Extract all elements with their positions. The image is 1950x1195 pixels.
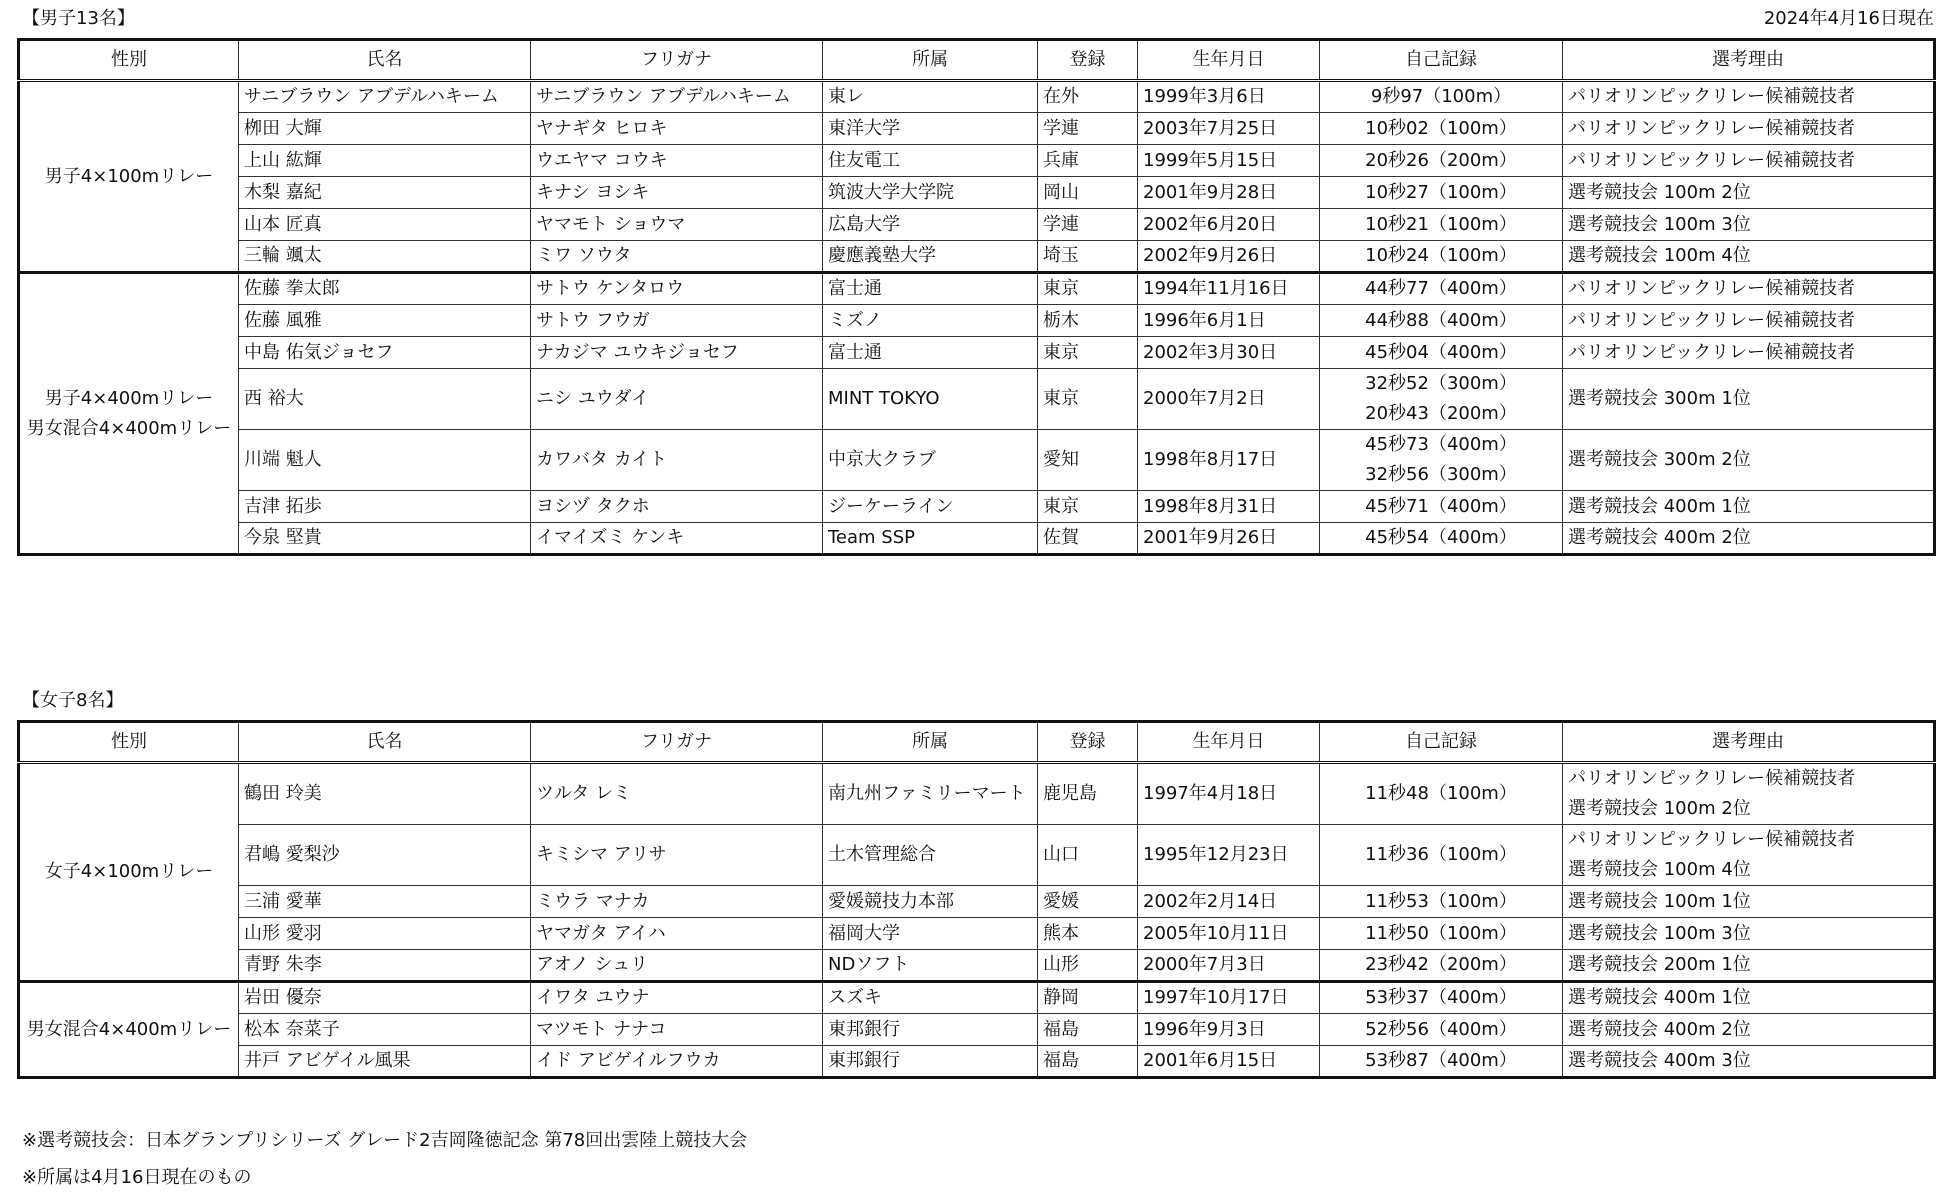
- table-row: [19, 305, 1935, 337]
- table-row: [19, 430, 1935, 491]
- athlete-name: 上山 紘輝: [239, 145, 531, 177]
- personal-record: 10秒27（100m）: [1365, 181, 1517, 203]
- table-row: [19, 1014, 1935, 1046]
- men-section-label: 【男子13名】: [22, 8, 135, 29]
- athlete-birthdate: 1996年6月1日: [1138, 305, 1320, 337]
- athlete-registration: 東京: [1038, 273, 1138, 305]
- table-row: [19, 950, 1935, 982]
- athlete-birthdate: 2001年6月15日: [1138, 1046, 1320, 1078]
- table-row: [19, 918, 1935, 950]
- athlete-affiliation: 富士通: [823, 337, 1038, 369]
- athlete-name: 中島 佑気ジョセフ: [239, 337, 531, 369]
- athlete-furigana: マツモト ナナコ: [531, 1014, 823, 1046]
- athlete-name: 三浦 愛華: [239, 886, 531, 918]
- table-row: [19, 763, 1935, 825]
- athlete-furigana: アオノ シュリ: [531, 950, 823, 982]
- table-row: [19, 825, 1935, 886]
- selection-reason: 選考競技会 400m 1位: [1568, 987, 1751, 1008]
- athlete-registration: 愛媛: [1038, 886, 1138, 918]
- table-row: [19, 337, 1935, 369]
- athlete-furigana: カワバタ カイト: [531, 430, 823, 491]
- selection-reason: パリオリンピックリレー候補競技者: [1568, 309, 1856, 331]
- athlete-birthdate: 2002年3月30日: [1138, 337, 1320, 369]
- men-table-body: [19, 81, 1935, 555]
- personal-record-cell: [1320, 886, 1563, 918]
- selection-reason-cell: [1563, 113, 1935, 145]
- table-row: [19, 369, 1935, 430]
- relay-category-cell: [19, 982, 239, 1078]
- as-of-date: 2024年4月16日現在: [1763, 8, 1934, 29]
- personal-record: 11秒48（100m）: [1365, 783, 1517, 804]
- athlete-name: 山形 愛羽: [239, 918, 531, 950]
- athlete-furigana: ニシ ユウダイ: [531, 369, 823, 430]
- personal-record-cell: [1320, 950, 1563, 982]
- selection-reason: パリオリンピックリレー候補競技者: [1568, 341, 1856, 363]
- selection-reason: 選考競技会 100m 4位: [1568, 859, 1751, 880]
- col-header-gender: 性別: [19, 722, 239, 763]
- women-section-label: 【女子8名】: [22, 690, 124, 711]
- selection-reason: 選考競技会 400m 3位: [1568, 1050, 1751, 1071]
- selection-reason-cell: [1563, 430, 1935, 491]
- relay-category: 女子4×100mリレー: [44, 861, 214, 882]
- personal-record: 45秒54（400m）: [1365, 527, 1517, 548]
- athlete-furigana: ヤマガタ アイハ: [531, 918, 823, 950]
- athlete-registration: 山口: [1038, 825, 1138, 886]
- selection-reason: 選考競技会 200m 1位: [1568, 954, 1751, 975]
- athlete-affiliation: Team SSP: [823, 523, 1038, 555]
- personal-record: 11秒50（100m）: [1365, 922, 1517, 944]
- athlete-name: 松本 奈菜子: [239, 1014, 531, 1046]
- athlete-affiliation: ミズノ: [823, 305, 1038, 337]
- relay-category: 男子4×400mリレー: [44, 387, 214, 409]
- selection-reason-cell: [1563, 241, 1935, 273]
- athlete-affiliation: 土木管理総合: [823, 825, 1038, 886]
- personal-record: 20秒26（200m）: [1365, 149, 1517, 171]
- selection-reason: パリオリンピックリレー候補競技者: [1568, 149, 1856, 171]
- personal-record-cell: [1320, 369, 1563, 430]
- athlete-registration: 福島: [1038, 1014, 1138, 1046]
- table-row: [19, 982, 1935, 1014]
- athlete-registration: 佐賀: [1038, 523, 1138, 555]
- athlete-name: 木梨 嘉紀: [239, 177, 531, 209]
- personal-record-cell: [1320, 113, 1563, 145]
- selection-reason-cell: [1563, 825, 1935, 886]
- athlete-birthdate: 2001年9月26日: [1138, 523, 1320, 555]
- athlete-affiliation: 慶應義塾大学: [823, 241, 1038, 273]
- athlete-name: 鶴田 玲美: [239, 763, 531, 825]
- selection-reason: 選考競技会 100m 2位: [1568, 798, 1751, 819]
- athlete-registration: 鹿児島: [1038, 763, 1138, 825]
- personal-record-cell: [1320, 1014, 1563, 1046]
- personal-record: 45秒71（400m）: [1365, 495, 1517, 517]
- table-row: [19, 491, 1935, 523]
- col-header-gender: 性別: [19, 40, 239, 81]
- personal-record-cell: [1320, 430, 1563, 491]
- personal-record: 45秒04（400m）: [1365, 341, 1517, 363]
- selection-reason: パリオリンピックリレー候補競技者: [1568, 829, 1856, 850]
- athlete-affiliation: 愛媛競技力本部: [823, 886, 1038, 918]
- athlete-registration: 岡山: [1038, 177, 1138, 209]
- athlete-affiliation: MINT TOKYO: [823, 369, 1038, 430]
- athlete-furigana: ウエヤマ コウキ: [531, 145, 823, 177]
- athlete-birthdate: 1999年5月15日: [1138, 145, 1320, 177]
- athlete-birthdate: 1994年11月16日: [1138, 273, 1320, 305]
- selection-reason: 選考競技会 100m 4位: [1568, 245, 1751, 266]
- col-header-personal-record: 自己記録: [1320, 40, 1563, 81]
- athlete-furigana: ヨシヅ タクホ: [531, 491, 823, 523]
- personal-record-cell: [1320, 825, 1563, 886]
- athlete-furigana: サトウ フウガ: [531, 305, 823, 337]
- selection-reason-cell: [1563, 918, 1935, 950]
- selection-reason-cell: [1563, 209, 1935, 241]
- athlete-name: 青野 朱李: [239, 950, 531, 982]
- athlete-name: 君嶋 愛梨沙: [239, 825, 531, 886]
- athlete-affiliation: 筑波大学大学院: [823, 177, 1038, 209]
- athlete-furigana: ツルタ レミ: [531, 763, 823, 825]
- personal-record: 11秒36（100m）: [1365, 844, 1517, 865]
- athlete-registration: 熊本: [1038, 918, 1138, 950]
- athlete-furigana: キナシ ヨシキ: [531, 177, 823, 209]
- col-header-name: 氏名: [239, 722, 531, 763]
- personal-record: 32秒52（300m）: [1365, 373, 1517, 394]
- personal-record-cell: [1320, 81, 1563, 113]
- athlete-furigana: キミシマ アリサ: [531, 825, 823, 886]
- col-header-name: 氏名: [239, 40, 531, 81]
- selection-reason-cell: [1563, 523, 1935, 555]
- athlete-birthdate: 1997年4月18日: [1138, 763, 1320, 825]
- athlete-birthdate: 2000年7月2日: [1138, 369, 1320, 430]
- athlete-furigana: イマイズミ ケンキ: [531, 523, 823, 555]
- athlete-furigana: サニブラウン アブデルハキーム: [531, 81, 823, 113]
- relay-category-cell: [19, 81, 239, 273]
- athlete-registration: 埼玉: [1038, 241, 1138, 273]
- athlete-registration: 山形: [1038, 950, 1138, 982]
- selection-reason: パリオリンピックリレー候補競技者: [1568, 117, 1856, 139]
- selection-reason: 選考競技会 400m 2位: [1568, 527, 1751, 548]
- selection-reason-cell: [1563, 177, 1935, 209]
- table-row: [19, 177, 1935, 209]
- personal-record: 10秒24（100m）: [1365, 245, 1517, 266]
- athlete-birthdate: 2002年6月20日: [1138, 209, 1320, 241]
- athlete-affiliation: 中京大クラブ: [823, 430, 1038, 491]
- athlete-furigana: イド アビゲイルフウカ: [531, 1046, 823, 1078]
- col-header-furigana: フリガナ: [531, 40, 823, 81]
- women-table-body: [19, 763, 1935, 1078]
- personal-record-cell: [1320, 337, 1563, 369]
- col-header-registration: 登録: [1038, 722, 1138, 763]
- table-row: [19, 113, 1935, 145]
- athlete-name: 栁田 大輝: [239, 113, 531, 145]
- col-header-affiliation: 所属: [823, 722, 1038, 763]
- personal-record-cell: [1320, 918, 1563, 950]
- personal-record: 10秒02（100m）: [1365, 117, 1517, 139]
- table-row: [19, 241, 1935, 273]
- athlete-affiliation: 東邦銀行: [823, 1046, 1038, 1078]
- table-row: [19, 523, 1935, 555]
- table-row: [19, 209, 1935, 241]
- relay-category: 男子4×100mリレー: [44, 165, 214, 187]
- col-header-furigana: フリガナ: [531, 722, 823, 763]
- selection-reason-cell: [1563, 369, 1935, 430]
- athlete-registration: 静岡: [1038, 982, 1138, 1014]
- personal-record-cell: [1320, 273, 1563, 305]
- table-row: [19, 81, 1935, 113]
- selection-reason: 選考競技会 100m 3位: [1568, 922, 1751, 944]
- athlete-name: 川端 魁人: [239, 430, 531, 491]
- athlete-furigana: サトウ ケンタロウ: [531, 273, 823, 305]
- personal-record-cell: [1320, 145, 1563, 177]
- men-table-header: [19, 40, 1935, 81]
- personal-record-cell: [1320, 982, 1563, 1014]
- athlete-name: 井戸 アビゲイル風果: [239, 1046, 531, 1078]
- athlete-name: 山本 匠真: [239, 209, 531, 241]
- relay-category-cell: [19, 763, 239, 982]
- col-header-selection-reason: 選考理由: [1563, 40, 1935, 81]
- athlete-birthdate: 2000年7月3日: [1138, 950, 1320, 982]
- personal-record: 10秒21（100m）: [1365, 213, 1517, 235]
- relay-category-cell: [19, 273, 239, 555]
- athlete-affiliation: 住友電工: [823, 145, 1038, 177]
- personal-record-cell: [1320, 177, 1563, 209]
- personal-record-cell: [1320, 209, 1563, 241]
- athlete-affiliation: 東洋大学: [823, 113, 1038, 145]
- personal-record: 53秒87（400m）: [1365, 1050, 1517, 1071]
- col-header-birthdate: 生年月日: [1138, 722, 1320, 763]
- athlete-registration: 学連: [1038, 113, 1138, 145]
- athlete-registration: 在外: [1038, 81, 1138, 113]
- col-header-affiliation: 所属: [823, 40, 1038, 81]
- athlete-registration: 愛知: [1038, 430, 1138, 491]
- table-row: [19, 273, 1935, 305]
- athlete-name: 今泉 堅貴: [239, 523, 531, 555]
- personal-record: 44秒88（400m）: [1365, 309, 1517, 331]
- personal-record-cell: [1320, 241, 1563, 273]
- athlete-affiliation: ジーケーライン: [823, 491, 1038, 523]
- selection-reason-cell: [1563, 81, 1935, 113]
- athlete-registration: 兵庫: [1038, 145, 1138, 177]
- selection-reason-cell: [1563, 337, 1935, 369]
- athlete-birthdate: 2003年7月25日: [1138, 113, 1320, 145]
- athlete-birthdate: 1998年8月31日: [1138, 491, 1320, 523]
- selection-reason: パリオリンピックリレー候補競技者: [1568, 278, 1856, 299]
- athlete-name: 岩田 優奈: [239, 982, 531, 1014]
- selection-reason-cell: [1563, 982, 1935, 1014]
- athlete-name: 吉津 拓歩: [239, 491, 531, 523]
- personal-record: 32秒56（300m）: [1365, 464, 1517, 485]
- athlete-affiliation: 東レ: [823, 81, 1038, 113]
- athlete-name: サニブラウン アブデルハキーム: [239, 81, 531, 113]
- personal-record: 9秒97（100m）: [1370, 86, 1512, 107]
- athlete-birthdate: 1996年9月3日: [1138, 1014, 1320, 1046]
- athlete-registration: 東京: [1038, 337, 1138, 369]
- selection-reason: パリオリンピックリレー候補競技者: [1568, 768, 1856, 789]
- selection-reason-cell: [1563, 950, 1935, 982]
- athlete-furigana: イワタ ユウナ: [531, 982, 823, 1014]
- athlete-registration: 学連: [1038, 209, 1138, 241]
- athlete-name: 西 裕大: [239, 369, 531, 430]
- selection-reason-cell: [1563, 886, 1935, 918]
- athlete-birthdate: 2001年9月28日: [1138, 177, 1320, 209]
- athlete-registration: 東京: [1038, 491, 1138, 523]
- selection-reason-cell: [1563, 305, 1935, 337]
- men-roster-table: [17, 38, 1936, 556]
- athlete-registration: 東京: [1038, 369, 1138, 430]
- col-header-registration: 登録: [1038, 40, 1138, 81]
- selection-reason-cell: [1563, 491, 1935, 523]
- table-row: [19, 145, 1935, 177]
- selection-reason-cell: [1563, 763, 1935, 825]
- personal-record-cell: [1320, 305, 1563, 337]
- selection-reason-cell: [1563, 1046, 1935, 1078]
- athlete-affiliation: 東邦銀行: [823, 1014, 1038, 1046]
- athlete-birthdate: 2002年2月14日: [1138, 886, 1320, 918]
- personal-record: 23秒42（200m）: [1365, 954, 1517, 975]
- athlete-name: 三輪 颯太: [239, 241, 531, 273]
- selection-reason-cell: [1563, 145, 1935, 177]
- athlete-affiliation: 南九州ファミリーマート: [823, 763, 1038, 825]
- selection-reason: 選考競技会 400m 2位: [1568, 1018, 1751, 1040]
- personal-record-cell: [1320, 491, 1563, 523]
- personal-record: 45秒73（400m）: [1365, 434, 1517, 455]
- athlete-affiliation: 福岡大学: [823, 918, 1038, 950]
- relay-category: 男女混合4×400mリレー: [26, 1018, 232, 1040]
- athlete-birthdate: 1997年10月17日: [1138, 982, 1320, 1014]
- athlete-name: 佐藤 拳太郎: [239, 273, 531, 305]
- selection-reason: 選考競技会 100m 1位: [1568, 890, 1751, 912]
- selection-reason: パリオリンピックリレー候補競技者: [1568, 86, 1856, 107]
- selection-reason: 選考競技会 100m 3位: [1568, 213, 1751, 235]
- footnote-affiliation-date: ※所属は4月16日現在のもの: [22, 1167, 252, 1188]
- personal-record-cell: [1320, 763, 1563, 825]
- athlete-registration: 福島: [1038, 1046, 1138, 1078]
- athlete-registration: 栃木: [1038, 305, 1138, 337]
- athlete-affiliation: 富士通: [823, 273, 1038, 305]
- athlete-birthdate: 1998年8月17日: [1138, 430, 1320, 491]
- women-table-header: [19, 722, 1935, 763]
- selection-reason-cell: [1563, 273, 1935, 305]
- athlete-furigana: ミワ ソウタ: [531, 241, 823, 273]
- athlete-name: 佐藤 風雅: [239, 305, 531, 337]
- athlete-affiliation: スズキ: [823, 982, 1038, 1014]
- col-header-personal-record: 自己記録: [1320, 722, 1563, 763]
- personal-record-cell: [1320, 1046, 1563, 1078]
- athlete-birthdate: 1995年12月23日: [1138, 825, 1320, 886]
- women-roster-table: [17, 720, 1936, 1079]
- col-header-selection-reason: 選考理由: [1563, 722, 1935, 763]
- personal-record: 44秒77（400m）: [1365, 278, 1517, 299]
- personal-record: 52秒56（400m）: [1365, 1018, 1517, 1040]
- selection-reason: 選考競技会 300m 1位: [1568, 388, 1751, 409]
- personal-record-cell: [1320, 523, 1563, 555]
- selection-reason-cell: [1563, 1014, 1935, 1046]
- relay-category: 男女混合4×400mリレー: [26, 417, 232, 439]
- selection-reason: 選考競技会 300m 2位: [1568, 449, 1751, 470]
- athlete-furigana: ナカジマ ユウキジョセフ: [531, 337, 823, 369]
- athlete-affiliation: 広島大学: [823, 209, 1038, 241]
- athlete-furigana: ミウラ マナカ: [531, 886, 823, 918]
- athlete-birthdate: 1999年3月6日: [1138, 81, 1320, 113]
- athlete-furigana: ヤナギタ ヒロキ: [531, 113, 823, 145]
- athlete-birthdate: 2002年9月26日: [1138, 241, 1320, 273]
- personal-record: 20秒43（200m）: [1365, 403, 1517, 424]
- athlete-furigana: ヤマモト ショウマ: [531, 209, 823, 241]
- selection-reason: 選考競技会 100m 2位: [1568, 181, 1751, 203]
- selection-reason: 選考競技会 400m 1位: [1568, 495, 1751, 517]
- personal-record: 11秒53（100m）: [1365, 890, 1517, 912]
- col-header-birthdate: 生年月日: [1138, 40, 1320, 81]
- athlete-affiliation: NDソフト: [823, 950, 1038, 982]
- table-row: [19, 1046, 1935, 1078]
- table-row: [19, 886, 1935, 918]
- footnote-selection-meet: ※選考競技会：日本グランプリシリーズ グレード2吉岡隆徳記念 第78回出雲陸上競技大会: [22, 1130, 748, 1151]
- athlete-birthdate: 2005年10月11日: [1138, 918, 1320, 950]
- personal-record: 53秒37（400m）: [1365, 987, 1517, 1008]
